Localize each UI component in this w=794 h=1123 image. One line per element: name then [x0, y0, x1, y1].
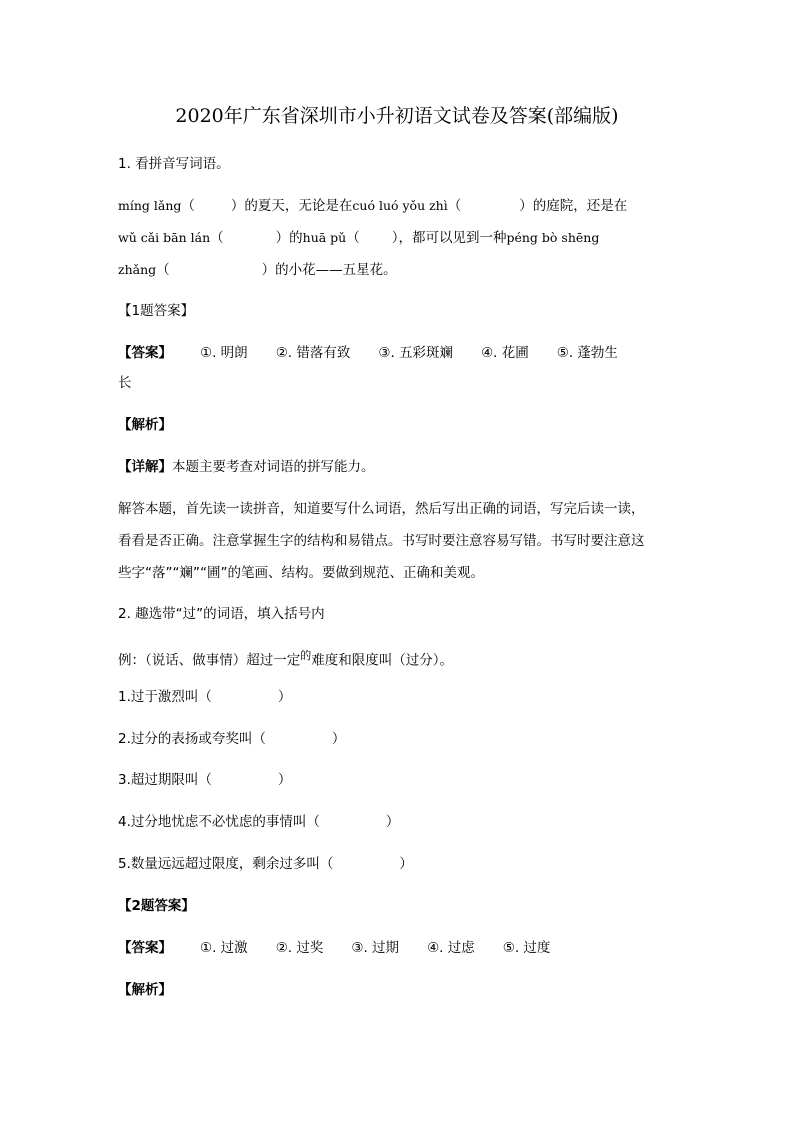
paren: （ — [210, 230, 224, 246]
pinyin: wǔ cǎi bān lán — [118, 230, 211, 245]
q2-answers — [118, 938, 578, 958]
item-text: 5.数量远远超过限度，剩余过多叫（ — [118, 856, 334, 872]
paren: ） — [277, 689, 292, 705]
pinyin: péng bò shēng — [506, 230, 600, 245]
example-sup: 的 — [300, 649, 312, 662]
answer-item: ②. 过奖 — [275, 940, 324, 956]
pinyin: huā pǔ — [302, 230, 347, 245]
pinyin: cuó luó yǒu zhì — [352, 198, 448, 213]
item-text: 3.超过期限叫（ — [118, 772, 212, 788]
item-text: 2.过分的表扬或夸奖叫（ — [118, 731, 266, 747]
q1-detail — [118, 457, 375, 477]
q1-heading: 1. 看拼音写词语。 — [118, 156, 230, 172]
answer-item: ①. 明朗 — [200, 345, 248, 361]
item-text: 1.过于激烈叫（ — [118, 689, 212, 705]
paren: （ — [447, 198, 462, 214]
answer-item: ⑤. 过度 — [502, 940, 551, 956]
pinyin: zhǎng — [118, 262, 157, 277]
answer-item: ④. 花圃 — [481, 345, 529, 361]
q1-answer-heading: 【1题答案】 — [118, 303, 195, 319]
q1-para-line: 些字“落”“斓”“圃”的笔画、结构。要做到规范、正确和美观。 — [118, 565, 484, 581]
answer-label: 【答案】 — [118, 345, 172, 361]
q2-answer-heading: 【2题答案】 — [118, 898, 195, 914]
q1-line-3 — [118, 260, 397, 280]
paren: （ — [156, 262, 170, 278]
example-text: 例：（说话、做事情）超过一定 — [118, 652, 301, 669]
q2-example — [118, 646, 453, 671]
q2-analysis-heading: 【解析】 — [118, 982, 172, 998]
answer-item: ①. 过激 — [200, 940, 248, 956]
paren: ） — [277, 772, 292, 788]
text: ），都可以见到一种 — [391, 230, 507, 246]
q2-item — [118, 770, 291, 790]
text: ）的小花——五星花。 — [261, 262, 397, 278]
pinyin: míng lǎng — [118, 198, 182, 213]
q1-answer-wrap: 长 — [118, 375, 132, 391]
q1-line-1 — [118, 196, 627, 216]
paren: ） — [331, 731, 346, 747]
q1-analysis-heading: 【解析】 — [118, 417, 172, 433]
q1-para-line: 解答本题，首先读一读拼音，知道要写什么词语，然后写出正确的词语，写完后读一读， — [118, 501, 645, 517]
paren: （ — [346, 230, 360, 246]
text: ）的庭院，还是在 — [519, 198, 628, 214]
q2-item — [118, 687, 291, 707]
detail-text: 本题主要考查对词语的拼写能力。 — [172, 459, 375, 475]
item-text: 4.过分地忧虑不必忧虑的事情叫（ — [118, 814, 320, 830]
answer-label: 【答案】 — [118, 940, 172, 956]
answer-item: ⑤. 蓬勃生 — [556, 345, 618, 361]
example-text: 难度和限度叫（过分）。 — [311, 652, 453, 669]
q2-heading: 2. 趣选带“过”的词语，填入括号内 — [118, 606, 325, 622]
text: ）的 — [275, 230, 303, 246]
answer-item: ③. 五彩斑斓 — [378, 345, 454, 361]
q1-line-2 — [118, 228, 599, 248]
q1-para-line: 看看是否正确。注意掌握生字的结构和易错点。书写时要注意容易写错。书写时要注意这 — [118, 533, 645, 549]
q2-item — [118, 854, 413, 874]
answer-item: ②. 错落有致 — [275, 345, 351, 361]
text: ）的夏天，无论是在 — [230, 198, 353, 214]
paren: ） — [399, 856, 413, 872]
paren: ） — [385, 814, 400, 830]
detail-label: 【详解】 — [118, 459, 172, 475]
answer-item: ④. 过虑 — [427, 940, 475, 956]
paren: （ — [181, 198, 195, 214]
q2-item — [118, 812, 399, 832]
page-title: 2020年广东省深圳市小升初语文试卷及答案(部编版) — [175, 105, 619, 127]
q2-item — [118, 729, 345, 749]
answer-item: ③. 过期 — [351, 940, 400, 956]
q1-answers — [118, 343, 618, 363]
